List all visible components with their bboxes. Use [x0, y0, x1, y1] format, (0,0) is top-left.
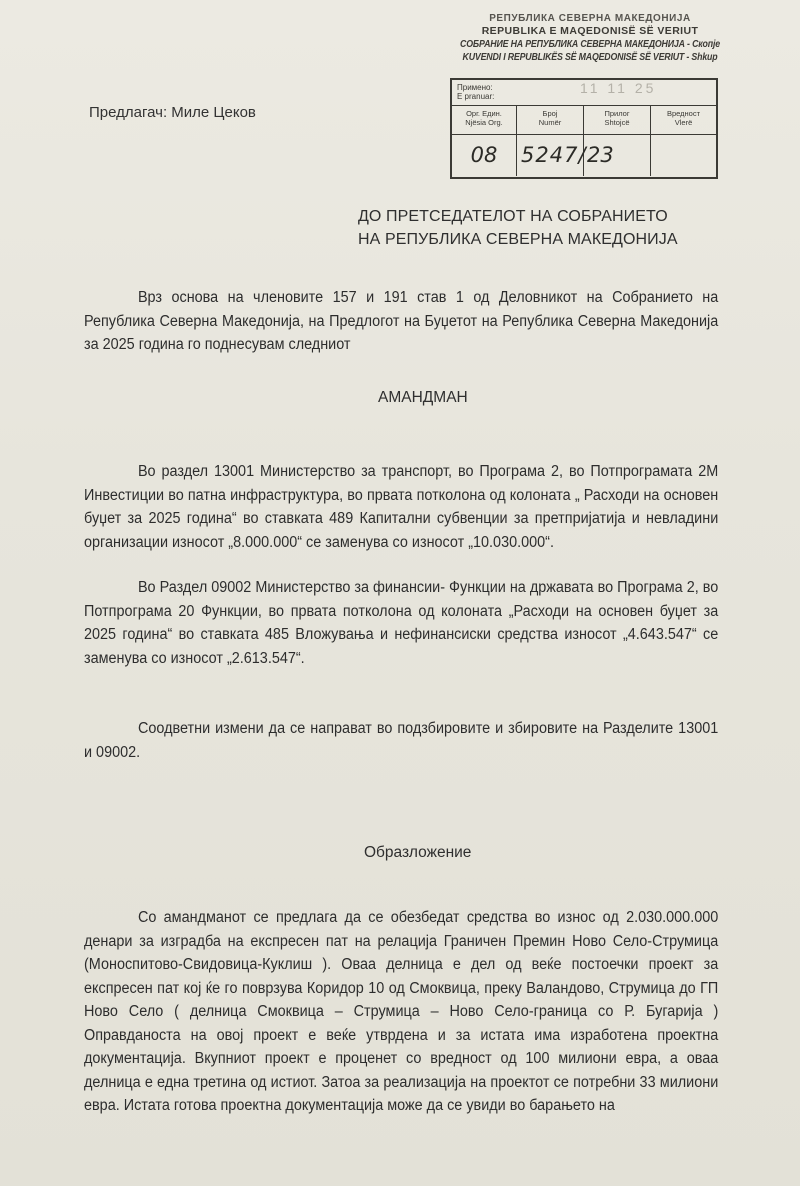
column-label-mk: Вредност — [666, 109, 701, 118]
value-value — [651, 135, 716, 176]
stamp-column-header — [584, 106, 651, 134]
org-unit-value: 08 — [452, 135, 517, 176]
addressee-line: ДО ПРЕТСЕДАТЕЛОТ НА СОБРАНИЕТО — [358, 208, 668, 225]
column-label-sq: Njësia Org. — [465, 117, 503, 127]
stamp-column-headers — [452, 106, 716, 135]
number-value: 5247/ — [517, 135, 584, 176]
stamp-column-header — [651, 106, 716, 134]
amendment-title: АМАНДМАН — [378, 389, 468, 406]
column-label-mk: Број — [542, 109, 558, 118]
stamp-column-header — [517, 106, 584, 134]
stamp-column-header — [452, 106, 517, 134]
stamp-values-row — [452, 135, 716, 176]
column-label-sq: Shtojcë — [604, 117, 630, 127]
received-date: 11 11 25 — [580, 80, 657, 96]
justification-paragraph: Со амандманот се предлага да се обезбедат средства во износ од 2.030.000.000 денари за изградба на експресен пат на релација Граничен Премин Ново Село-Струмица (Моноспитово-Свидовица-Куклиш ). Оваа делница е дел од веќе постоечки проект за експресен пат кој ќе го поврзува Коридор 10 од Смоквица, преку Валандово, Струмица до ГП Ново Село ( делница Смоквица – Струмица – Ново Село-граница со Р. Бугарија ) Оправданоста на овој проект е веќе утврдена и за истата има изработена проектна документација. Вкупниот проект е проценет со вредност од 100 милиони евра, а оваа делница е една третина од истиот. Затоа за реализација на проектот се потребни 33 милиони евра. Истата готова проектна документација може да се увиди во барањето на — [84, 909, 719, 1114]
stamp-received-row — [452, 80, 716, 106]
stamp-header-line: REPUBLIKA E MAQEDONISË SË VERIUT — [481, 25, 699, 37]
amendment-paragraph: Во раздел 13001 Министерство за транспорт, во Програма 2, во Потпрограмата 2М Инвестиции во патна инфраструктура, во првата потколона од колоната „ Расходи на основен буџет за 2025 година“ во ставката 489 Капитални субвенции за претпријатија и невладини организации износот „8.000.000“ се заменува со износот „10.030.000“. — [84, 463, 719, 551]
amendment-paragraph: Соодветни измени да се направат во подзбировите и збировите на Разделите 13001 и 09002. — [84, 720, 719, 761]
proposer: Предлагач: Миле Цеков — [89, 104, 256, 121]
attachment-value: 23 — [584, 135, 651, 176]
registry-stamp-table — [450, 78, 718, 179]
intro-paragraph: Врз основа на членовите 157 и 191 став 1 од Деловникот на Собранието на Република Северна Македонија, на Предлогот на Буџетот на Република Северна Македонија за 2025 година го поднесувам следниот — [84, 289, 719, 353]
column-label-sq: Vlerë — [674, 117, 693, 127]
registry-stamp-header — [440, 8, 740, 64]
addressee-line: НА РЕПУБЛИКА СЕВЕРНА МАКЕДОНИЈА — [358, 231, 678, 248]
stamp-header-line: KUVENDI I REPUBLIKËS SË MAQEDONISË SË VERIUT - Shkup — [462, 52, 718, 63]
amendment-paragraph: Во Раздел 09002 Министерство за финансии- Функции на државата во Програма 2, во Потпрограма 20 Функции, во првата потколона од колоната „Расходи на основен буџет за 2025 година“ во ставката 485 Вложувања и нефинансиски средства износот „4.643.547“ се заменува со износот „2.613.547“. — [84, 579, 719, 667]
addressee — [358, 205, 678, 251]
received-label-mk: Примено: — [457, 83, 493, 92]
received-label-sq: E pranuar: — [457, 92, 495, 101]
justification-title: Образложение — [364, 844, 472, 861]
column-label-sq: Numër — [538, 117, 562, 127]
column-label-mk: Орг. Един. — [466, 109, 502, 118]
column-label-mk: Прилог — [604, 109, 630, 118]
stamp-header-line: СОБРАНИЕ НА РЕПУБЛИКА СЕВЕРНА МАКЕДОНИЈА - Скопје — [460, 39, 720, 50]
stamp-header-line: РЕПУБЛИКА СЕВЕРНА МАКЕДОНИЈА — [489, 12, 691, 24]
